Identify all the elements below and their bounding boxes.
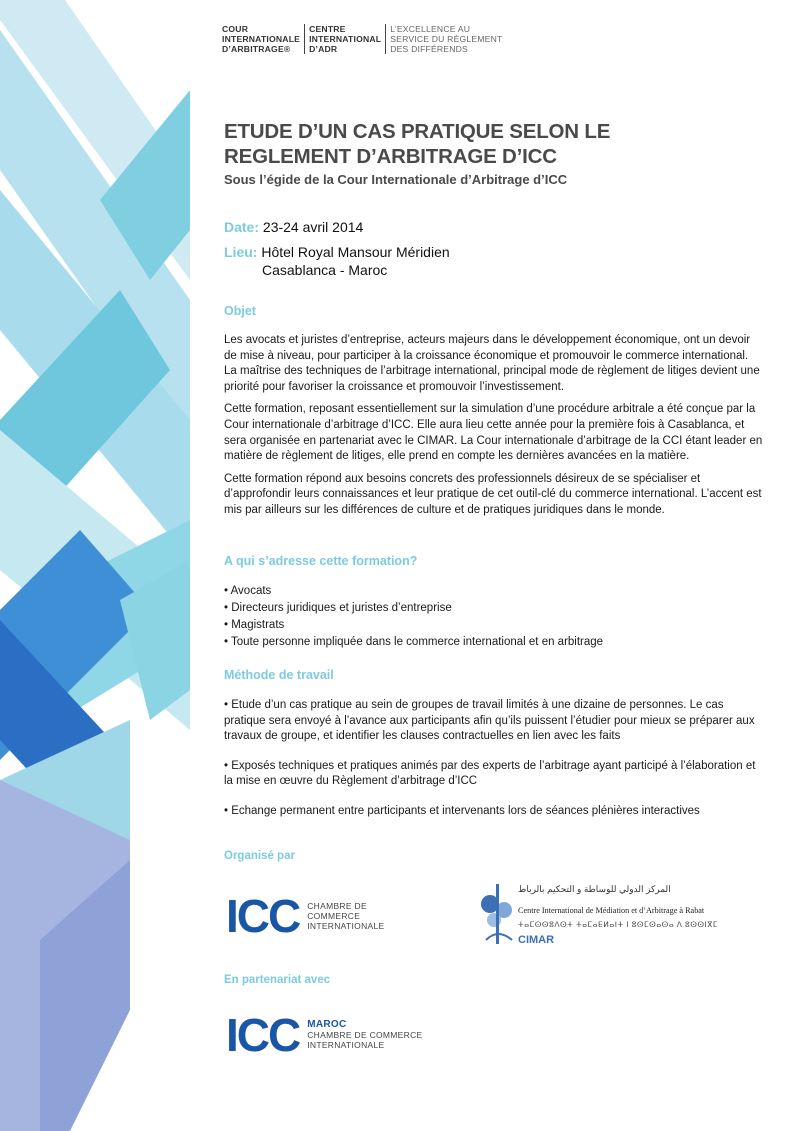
header-col-centre bbox=[304, 24, 385, 54]
icc-logo-text bbox=[307, 901, 384, 931]
methode-body bbox=[224, 698, 764, 834]
header-text: DES DIFFÉRENDS bbox=[390, 44, 468, 54]
header-text: INTERNATIONALE bbox=[222, 34, 301, 44]
list-item: • Etude d’un cas pratique au sein de groupes de travail limités à une dizaine de personnes. Le cas pratique sera envoyé à l’avance aux participants afin qu’ils puissent l’étudier pour mieux se préparer aux travaux de groupe, et identifier les clauses contractuelles en lien avec les faits bbox=[224, 699, 755, 743]
header-col-tagline bbox=[385, 24, 506, 54]
list-item: • Magistrats bbox=[224, 619, 285, 631]
section-heading-audience: A qui s’adresse cette formation? bbox=[224, 554, 418, 568]
cimar-logo bbox=[478, 882, 719, 952]
paragraph: Cette formation, reposant essentiellement sur la simulation d’une procédure arbitrale a été conçue par la Cour internationale d’arbitrage d’ICC. Elle aura lieu cette année pour la première fois à Casablanca, et sera organisée en partenariat avec le CIMAR. La Cour internationale d’arbitrage de la CCI étant leader en matière de règlement de litiges, elle prend en compte les dernières avancées en la matière. bbox=[224, 403, 763, 463]
list-item: • Echange permanent entre participants et intervenants lors de séances plénières interactives bbox=[224, 804, 700, 817]
icc-logo-line: INTERNATIONALE bbox=[307, 1040, 385, 1050]
icc-maroc-logo-text bbox=[307, 1020, 422, 1050]
cimar-tifinagh-text: ⵜⴰⵎⵙⵙⵓⴷⵙⵜ ⵜⴰⵎⴰⴹⵍⴰⵏⵜ ⵏ ⵓⵙⵎⵙⴰⵙⴰ ⴷ ⵓⵙⵙⵏⴳⵎ bbox=[518, 920, 719, 929]
cimar-emblem-icon bbox=[478, 882, 518, 952]
icc-logo-line: CHAMBRE DE COMMERCE bbox=[307, 1030, 423, 1040]
organise-heading: Organisé par bbox=[224, 850, 295, 862]
audience-list bbox=[224, 583, 764, 651]
header-text: D’ARBITRAGE® bbox=[222, 44, 291, 54]
header-text: SERVICE DU RÈGLEMENT bbox=[390, 34, 503, 44]
icc-logo-mark: ICC bbox=[226, 890, 300, 942]
lieu-label: Lieu: bbox=[224, 244, 258, 260]
cimar-name: CIMAR bbox=[518, 934, 555, 946]
list-item: • Avocats bbox=[224, 585, 272, 597]
icc-logo-line: CHAMBRE DE bbox=[307, 901, 367, 911]
header-col-cour bbox=[222, 24, 304, 54]
header-text: L’EXCELLENCE AU bbox=[390, 24, 471, 34]
lieu-value-line2: Casablanca - Maroc bbox=[262, 262, 388, 278]
list-item: • Exposés techniques et pratiques animés par des experts de l’arbitrage ayant participé à l’élaboration et la mise en œuvre du Règlement d’arbitrage d’ICC bbox=[224, 759, 756, 788]
icc-logo-mark: ICC bbox=[226, 1009, 300, 1061]
partenariat-heading: En partenariat avec bbox=[224, 974, 331, 986]
cimar-french-text: Centre International de Médiation et d’Arbitrage à Rabat bbox=[518, 906, 705, 915]
header-organization-logo bbox=[222, 24, 506, 54]
section-heading-objet: Objet bbox=[224, 304, 256, 318]
event-location bbox=[224, 244, 450, 260]
decorative-ribbon-pattern bbox=[0, 0, 190, 1131]
list-item: • Toute personne impliquée dans le commerce international et en arbitrage bbox=[224, 636, 604, 648]
page-title bbox=[224, 119, 784, 169]
title-line: ETUDE D’UN CAS PRATIQUE SELON LE bbox=[224, 120, 611, 143]
icc-maroc-logo bbox=[226, 1009, 423, 1061]
event-date bbox=[224, 219, 363, 235]
date-label: Date: bbox=[224, 219, 260, 235]
objet-body bbox=[224, 333, 764, 526]
section-heading-methode: Méthode de travail bbox=[224, 668, 334, 682]
paragraph: Cette formation répond aux besoins concrets des professionnels désireux de se spécialiser et d’approfondir leurs connaissances et leur pratique de cet outil-clé du commerce international. L’accent est mis par ailleurs sur les différences de culture et de pratiques juridiques dans le monde. bbox=[224, 472, 762, 516]
lieu-value-line1: Hôtel Royal Mansour Méridien bbox=[261, 244, 450, 260]
header-text: D’ADR bbox=[309, 44, 338, 54]
icc-maroc-label: MAROC bbox=[307, 1019, 347, 1030]
header-text: CENTRE bbox=[309, 24, 346, 34]
icc-logo-line: COMMERCE bbox=[307, 911, 361, 921]
header-text: COUR bbox=[222, 24, 249, 34]
title-line: REGLEMENT D’ARBITRAGE D’ICC bbox=[224, 145, 557, 168]
list-item: • Directeurs juridiques et juristes d’entreprise bbox=[224, 602, 452, 614]
icc-logo-line: INTERNATIONALE bbox=[307, 921, 385, 931]
date-value: 23-24 avril 2014 bbox=[262, 219, 364, 235]
icc-logo bbox=[226, 890, 385, 942]
cimar-arabic-text: المركز الدولي للوساطة و التحكيم بالرباط bbox=[518, 884, 671, 894]
page-subtitle: Sous l’égide de la Cour Internationale d’Arbitrage d’ICC bbox=[224, 172, 568, 187]
header-text: INTERNATIONAL bbox=[309, 34, 382, 44]
paragraph: Les avocats et juristes d’entreprise, acteurs majeurs dans le développement économique, ont un devoir de mise à niveau, pour participer à la croissance économique et promouvoir le commerce international. La maîtrise des techniques de l’arbitrage international, principal mode de règlement de litiges devient une priorité pour favoriser la croissance et promouvoir l’investissement. bbox=[224, 334, 760, 393]
